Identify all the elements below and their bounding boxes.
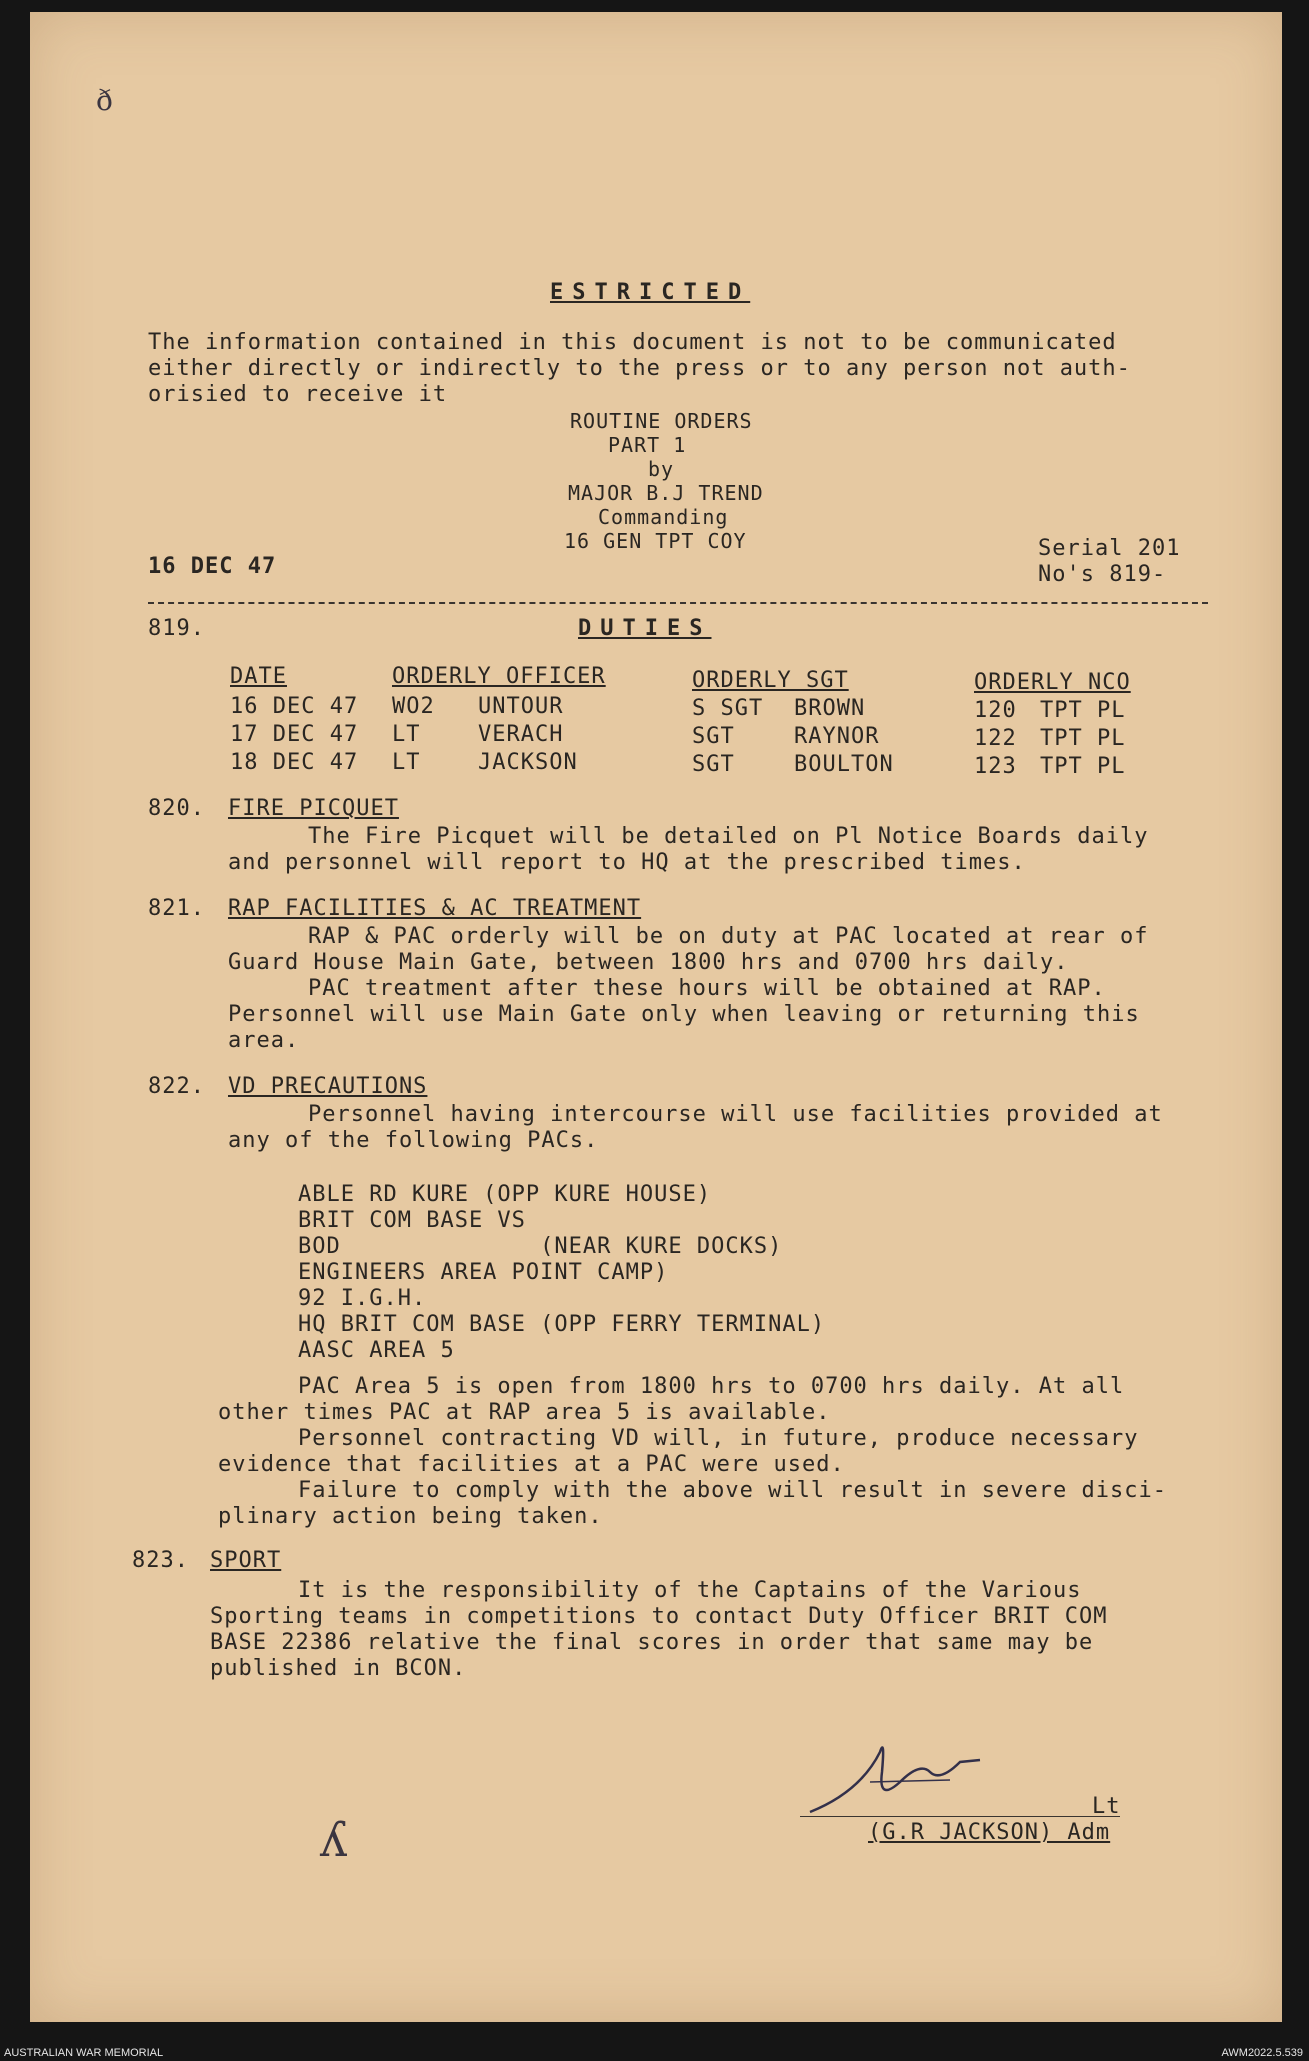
title-commanding: Commanding xyxy=(598,505,729,529)
title-commander-name: MAJOR B.J TREND xyxy=(568,481,764,505)
duties-row-3-officer: JACKSON xyxy=(478,750,578,775)
duties-row-1-date: 16 DEC 47 xyxy=(230,694,359,719)
pac-location-6: HQ BRIT COM BASE (OPP FERRY TERMINAL) xyxy=(298,1312,826,1337)
duties-col-officer: ORDERLY OFFICER xyxy=(392,664,606,689)
title-routine-orders: ROUTINE ORDERS xyxy=(570,409,753,433)
duties-row-2-sgt: RAYNOR xyxy=(794,724,880,749)
pac-location-7: AASC AREA 5 xyxy=(298,1338,455,1363)
pac-location-3: BOD (NEAR KURE DOCKS) xyxy=(298,1234,783,1259)
item-821-line-3: PAC treatment after these hours will be obtained at RAP. xyxy=(308,976,1106,1001)
item-819-number: 819. xyxy=(148,616,205,641)
duties-row-2-date: 17 DEC 47 xyxy=(230,722,359,747)
duties-row-3-sgt-rank: SGT xyxy=(692,752,735,777)
item-822-heading: VD PRECAUTIONS xyxy=(228,1074,428,1099)
signature-rank: Lt xyxy=(1092,1794,1121,1819)
pac-location-1: ABLE RD KURE (OPP KURE HOUSE) xyxy=(298,1182,712,1207)
duties-col-sgt: ORDERLY SGT xyxy=(692,668,849,693)
item-822-para-line-1: PAC Area 5 is open from 1800 hrs to 0700 hrs daily. At all xyxy=(298,1374,1125,1399)
duties-row-2-officer: VERACH xyxy=(478,722,564,747)
item-822-para-line-5: Failure to comply with the above will result in severe disci- xyxy=(298,1478,1167,1503)
item-823-line-3: BASE 22386 relative the final scores in order that same may be xyxy=(210,1630,1094,1655)
item-820-line-1: The Fire Picquet will be detailed on Pl Notice Boards daily xyxy=(308,824,1149,849)
duties-row-1-rank: WO2 xyxy=(392,694,435,719)
item-823-heading: SPORT xyxy=(210,1548,282,1573)
handwritten-signature xyxy=(800,1732,1040,1822)
duties-row-2-rank: LT xyxy=(392,722,421,747)
duties-row-1-officer: UNTOUR xyxy=(478,694,564,719)
duties-row-3-pl: TPT PL xyxy=(1040,754,1126,779)
margin-initial-mark: ʎ xyxy=(320,1812,348,1868)
duties-row-3-nco: 123 xyxy=(974,754,1017,779)
duties-row-2-nco: 122 xyxy=(974,726,1017,751)
duties-col-date: DATE xyxy=(230,664,287,689)
duties-row-2-pl: TPT PL xyxy=(1040,726,1126,751)
item-821-line-1: RAP & PAC orderly will be on duty at PAC located at rear of xyxy=(308,924,1149,949)
item-821-line-4: Personnel will use Main Gate only when leaving or returning this xyxy=(228,1002,1140,1027)
title-by: by xyxy=(648,457,675,481)
duties-row-3-date: 18 DEC 47 xyxy=(230,750,359,775)
item-820-line-2: and personnel will report to HQ at the prescribed times. xyxy=(228,850,1026,875)
footer-accession-number: AWM2022.5.539 xyxy=(1221,2047,1303,2059)
duties-row-3-sgt: BOULTON xyxy=(794,752,894,777)
title-unit: 16 GEN TPT COY xyxy=(564,529,747,553)
item-821-number: 821. xyxy=(148,896,205,921)
duties-row-1-nco: 120 xyxy=(974,698,1017,723)
item-821-line-2: Guard House Main Gate, between 1800 hrs and 0700 hrs daily. xyxy=(228,950,1069,975)
security-notice-line-2: either directly or indirectly to the press or to any person not auth- xyxy=(148,356,1131,381)
signature-name: (G.R JACKSON) Adm xyxy=(868,1820,1111,1845)
pac-location-2: BRIT COM BASE VS xyxy=(298,1208,526,1233)
header-divider xyxy=(148,602,1208,604)
item-823-line-1: It is the responsibility of the Captains of the Various xyxy=(298,1578,1082,1603)
item-822-line-1: Personnel having intercourse will use facilities provided at xyxy=(308,1102,1163,1127)
duties-row-1-pl: TPT PL xyxy=(1040,698,1126,723)
duties-row-3-rank: LT xyxy=(392,750,421,775)
item-822-para-line-3: Personnel contracting VD will, in future, produce necessary xyxy=(298,1426,1139,1451)
item-823-line-4: published in BCON. xyxy=(210,1656,467,1681)
signature-line xyxy=(800,1816,1120,1817)
item-823-number: 823. xyxy=(132,1548,189,1573)
item-820-heading: FIRE PICQUET xyxy=(228,796,399,821)
serial-number: Serial 201 xyxy=(1038,536,1181,561)
security-notice-line-3: orisied to receive it xyxy=(148,382,448,407)
duties-row-1-sgt-rank: S SGT xyxy=(692,696,764,721)
pac-location-5: 92 I.G.H. xyxy=(298,1286,427,1311)
order-date: 16 DEC 47 xyxy=(148,554,277,579)
item-820-number: 820. xyxy=(148,796,205,821)
order-numbers: No's 819- xyxy=(1038,562,1167,587)
footer-institution: AUSTRALIAN WAR MEMORIAL xyxy=(4,2047,164,2059)
item-822-para-line-4: evidence that facilities at a PAC were used. xyxy=(218,1452,845,1477)
security-notice-line-1: The information contained in this document is not to be communicated xyxy=(148,330,1117,355)
item-819-heading: DUTIES xyxy=(578,616,712,641)
duties-row-2-sgt-rank: SGT xyxy=(692,724,735,749)
pac-location-4: ENGINEERS AREA POINT CAMP) xyxy=(298,1260,669,1285)
item-822-para-line-2: other times PAC at RAP area 5 is available. xyxy=(218,1400,831,1425)
item-822-para-line-6: plinary action being taken. xyxy=(218,1504,603,1529)
document-page xyxy=(30,12,1282,2022)
item-821-line-5: area. xyxy=(228,1028,300,1053)
margin-pencil-mark: ð xyxy=(96,84,113,117)
item-822-number: 822. xyxy=(148,1074,205,1099)
title-part: PART 1 xyxy=(608,433,687,457)
item-821-heading: RAP FACILITIES & AC TREATMENT xyxy=(228,896,642,921)
duties-row-1-sgt: BROWN xyxy=(794,696,866,721)
restricted-heading: ESTRICTED xyxy=(550,280,751,305)
duties-col-nco: ORDERLY NCO xyxy=(974,670,1131,695)
item-822-line-2: any of the following PACs. xyxy=(228,1128,599,1153)
item-823-line-2: Sporting teams in competitions to contact Duty Officer BRIT COM xyxy=(210,1604,1108,1629)
